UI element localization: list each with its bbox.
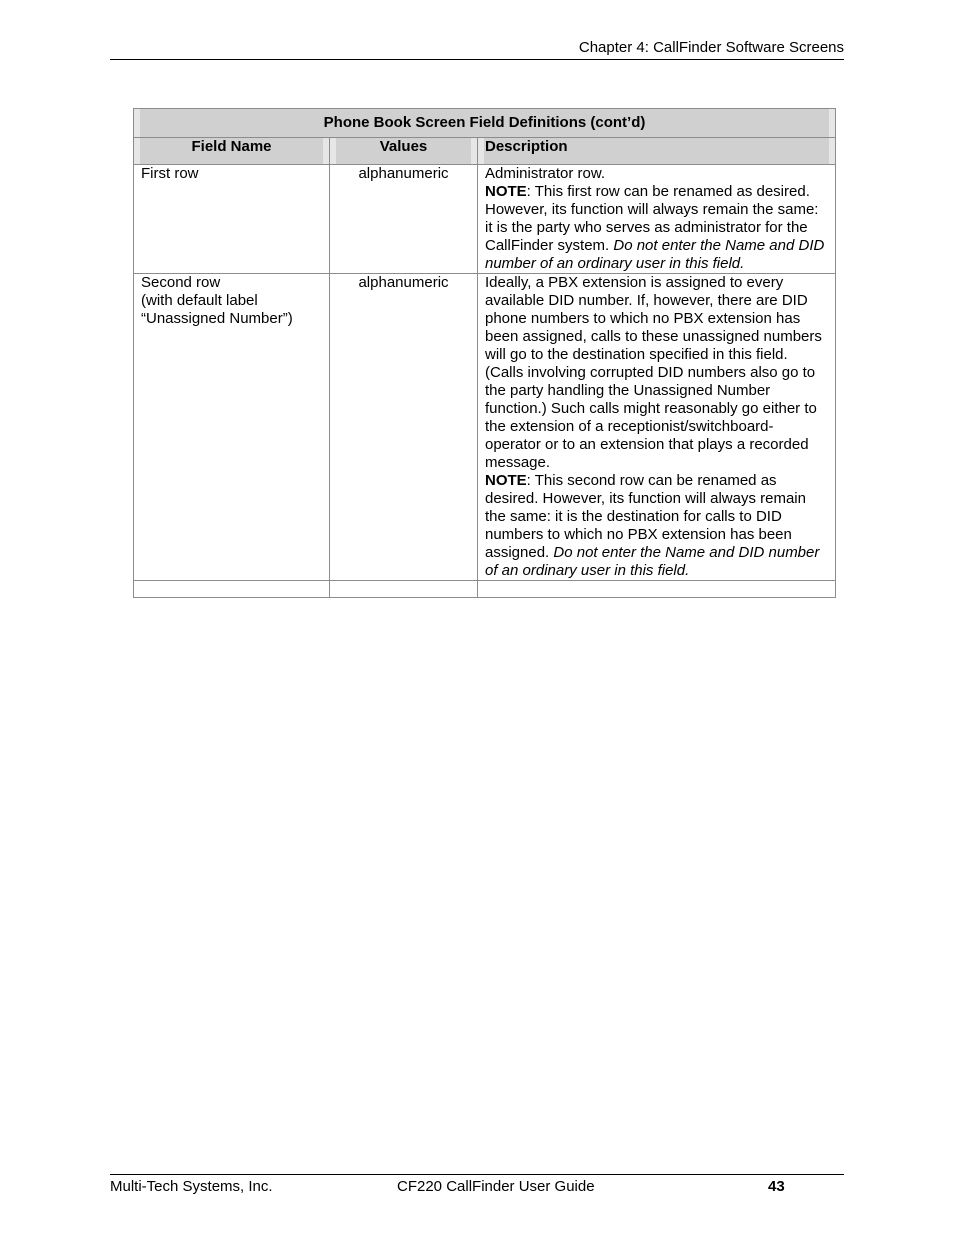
note-warning: Do not enter the Name and DID number of an ordinary user in this field. [485,237,825,272]
description-note [485,472,828,580]
note-text: : This first row can be renamed as desired. However, its function will always remain the same: it is the party who serves as administrator for the CallFinder system. [485,183,819,254]
page-header [110,38,844,60]
column-header-field-name: Field Name [134,138,330,165]
note-text: : This second row can be renamed as desired. However, its function will always remain the same: it is the destination for calls to DID numbers to which no PBX extension has been assigned. [485,472,806,561]
field-name-line: (with default label [141,292,258,309]
table-header-row [134,138,836,165]
field-name-cell [134,274,330,581]
table-row-empty [134,581,836,598]
empty-cell [478,581,836,598]
table-row [134,274,836,581]
description-cell [478,274,836,581]
table-title-row [134,109,836,138]
field-name-line: “Unassigned Number”) [141,310,293,327]
note-label: NOTE [485,183,527,200]
description-cell [478,165,836,274]
field-name-line: First row [141,165,199,182]
field-name-line: Second row [141,274,221,291]
footer-page-number: 43 [768,1178,785,1195]
empty-cell [134,581,330,598]
column-header-values: Values [330,138,478,165]
values-cell: alphanumeric [330,274,478,581]
table-row [134,165,836,274]
footer-guide-title: CF220 CallFinder User Guide [397,1178,595,1195]
column-header-description: Description [478,138,836,165]
values-cell: alphanumeric [330,165,478,274]
note-label: NOTE [485,472,527,489]
footer-company: Multi-Tech Systems, Inc. [110,1178,273,1195]
description-intro: Administrator row. [485,165,606,182]
empty-cell [330,581,478,598]
chapter-title: Chapter 4: CallFinder Software Screens [578,39,844,56]
description-note [485,183,828,273]
table-title: Phone Book Screen Field Definitions (cont’d) [134,109,836,138]
field-definitions-table [133,108,836,598]
note-warning: Do not enter the Name and DID number of an ordinary user in this field. [485,544,820,579]
field-name-cell [134,165,330,274]
description-intro: Ideally, a PBX extension is assigned to every available DID number. If, however, there are DID phone numbers to which no PBX extension has been assigned, calls to these unassigned numbers will go to the destination specified in this field. (Calls involving corrupted DID numbers also go to the party handling the Unassigned Number function.) Such calls might reasonably go either to the extension of a receptionist/switchboard-operator or to an extension that plays a recorded message. [485,274,822,471]
page-footer [110,1174,844,1195]
